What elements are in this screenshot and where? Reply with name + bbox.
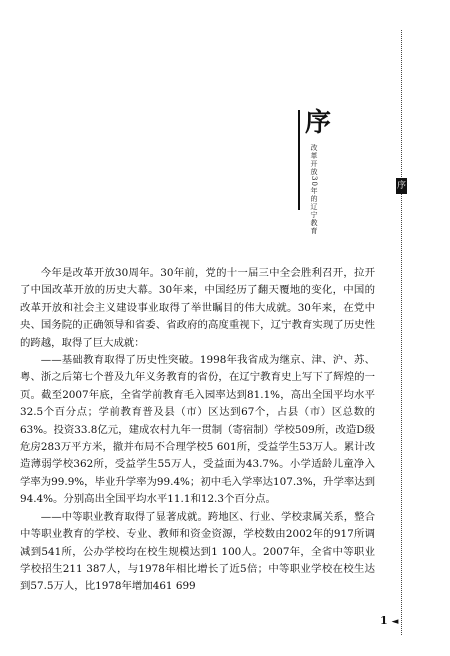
margin-dotted-line bbox=[401, 30, 402, 635]
page-arrow-icon: ◄ bbox=[391, 617, 399, 627]
page-number: 1 bbox=[380, 614, 388, 627]
chapter-side-tab: 序 bbox=[396, 178, 407, 194]
page-footer bbox=[380, 614, 398, 627]
body-text bbox=[20, 265, 375, 596]
chapter-title: 序 bbox=[305, 108, 332, 138]
paragraph-intro: 今年是改革开放30周年。30年前，党的十一届三中全会胜利召开，拉开了中国改革开放的历史大幕。30年来，中国经历了翻天覆地的变化，中国的改革开放和社会主义建设事业取得了举世瞩目的伟大成就。30年来，在党中央、国务院的正确领导和省委、省政府的高度重视下，辽宁教育实现了历史性的跨越，取得了巨大成就： bbox=[20, 267, 375, 349]
paragraph-basic-education: ——基础教育取得了历史性突破。1998年我省成为继京、津、沪、苏、粤、浙之后第七个普及九年义务教育的省份，在辽宁教育史上写下了辉煌的一页。截至2007年底，全省学前教育毛入园率达到81.1%，高出全国平均水平32.5个百分点；学前教育普及县（市）区达到67个，占县（市）区总数的63%。投资33.8亿元，建成农村九年一贯制（寄宿制）学校509所，改造D级危房283万平方米，撤并布局不合理学校5 601所，受益学生53万人。累计改造薄弱学校362所，受益学生55万人，受益面为43.7%。小学适龄儿童净入学率为99.9%，毕业升学率为99.4%；初中毛入学率达107.3%，升学率达到94.4%。分别高出全国平均水平11.1和12.3个百分点。 bbox=[20, 354, 376, 506]
heading-rule bbox=[298, 110, 300, 210]
chapter-vertical-subtitle: 改革开放30年的辽宁教育 bbox=[310, 144, 318, 235]
paragraph-vocational-education: ——中等职业教育取得了显著成就。跨地区、行业、学校隶属关系，整合中等职业教育的学校、专业、教师和资金资源，学校数由2002年的917所调减到541所，公办学校均在校生规模达到1 100人。2007年，全省中等职业学校招生211 387人，与1978年相比增长了近5倍；中等职业学校在校生达到57.5万人，比1978年增加461 699 bbox=[20, 510, 375, 593]
